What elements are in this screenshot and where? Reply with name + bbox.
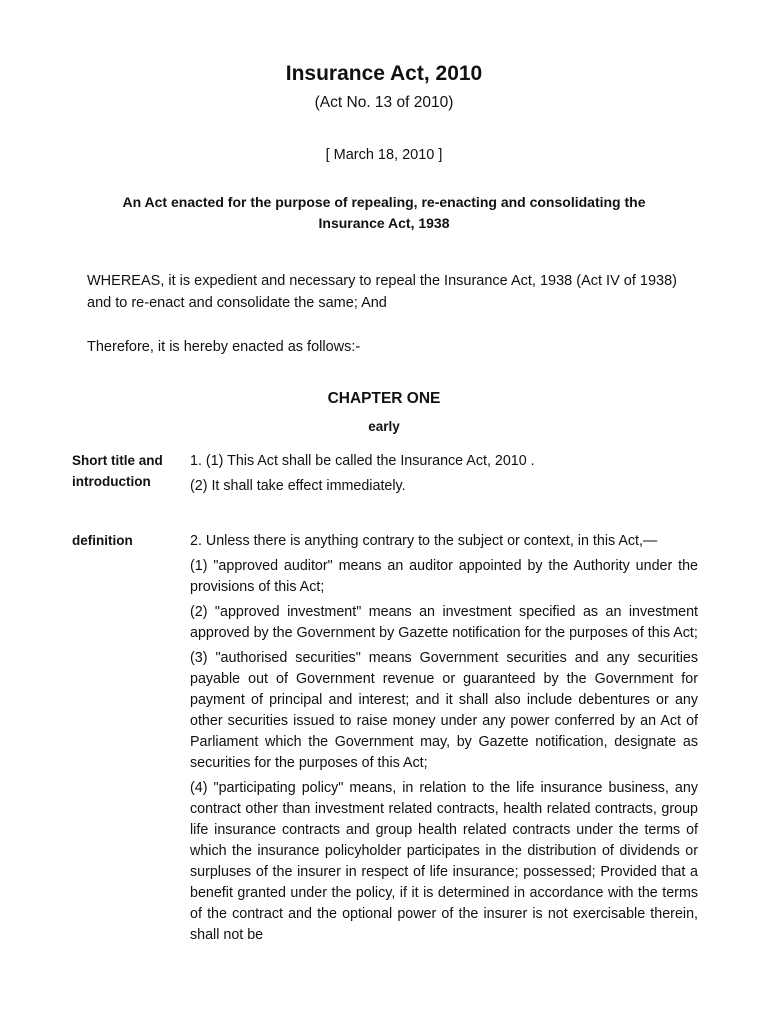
definition-paragraph: (3) "authorised securities" means Government securities and any securities payable out of Government revenue or guaranteed by the Government for payment of principal and interest; and it shall also include debentures or any other securities issued to raise money under any power conferred by an Act of Parliament which the Government may, by Gazette notification, designate as securities for the purposes of this Act; bbox=[190, 650, 698, 771]
definition-paragraph: (4) "participating policy" means, in relation to the life insurance business, any contract other than investment related contracts, health related contracts, group life insurance contracts and group health related contracts under the terms of which the insurance policyholder participates in the distribution of dividends or surpluses of the insurer in respect of life insurance; possessed; Provided that a benefit granted under the policy, if it is determined in accordance with the terms of the contract and the optional power of the insurer is not exercisable therein, shall not be bbox=[190, 780, 698, 943]
enactment-date: [ March 18, 2010 ] bbox=[325, 147, 443, 163]
enacting-clause: Therefore, it is hereby enacted as follows:- bbox=[87, 339, 361, 355]
chapter-heading: CHAPTER ONE bbox=[327, 390, 441, 407]
side-note-definition: definition bbox=[72, 533, 133, 548]
chapter-subheading: early bbox=[368, 419, 400, 434]
section-2 bbox=[190, 531, 698, 950]
definition-paragraph: (2) "approved investment" means an investment specified as an investment approved by the Government by Gazette notification for the purposes of this Act; bbox=[190, 604, 698, 641]
section-1 bbox=[190, 451, 698, 501]
section-paragraph: 2. Unless there is anything contrary to the subject or context, in this Act,— bbox=[190, 533, 658, 549]
act-number: (Act No. 13 of 2010) bbox=[314, 94, 454, 111]
act-title: Insurance Act, 2010 bbox=[285, 62, 483, 85]
long-title: An Act enacted for the purpose of repealing, re-enacting and consolidating the Insurance Act, 1938 bbox=[122, 194, 646, 231]
definition-paragraph: (1) "approved auditor" means an auditor appointed by the Authority under the provisions of this Act; bbox=[190, 558, 698, 595]
side-note-short-title: Short title and introduction bbox=[72, 453, 163, 489]
section-paragraph: (2) It shall take effect immediately. bbox=[190, 478, 406, 494]
section-paragraph: 1. (1) This Act shall be called the Insurance Act, 2010 . bbox=[190, 453, 535, 469]
preamble: WHEREAS, it is expedient and necessary to repeal the Insurance Act, 1938 (Act IV of 1938) and to re-enact and consolidate the same; And bbox=[87, 273, 677, 311]
